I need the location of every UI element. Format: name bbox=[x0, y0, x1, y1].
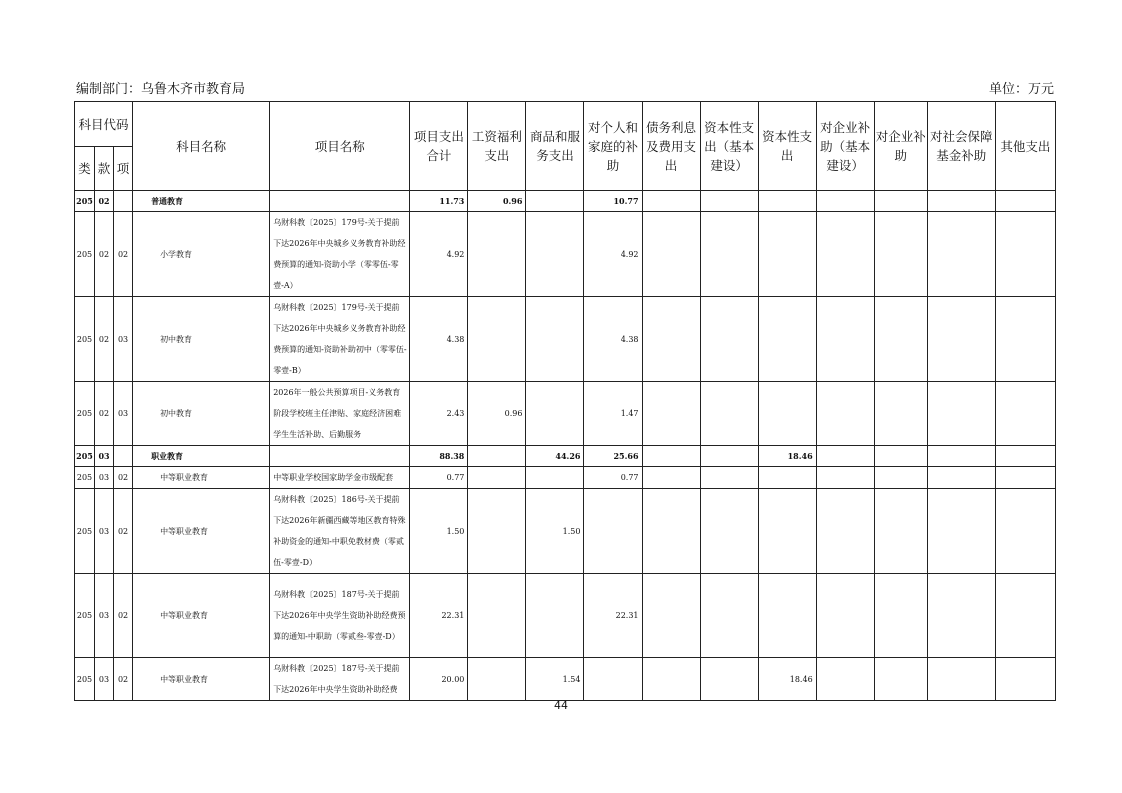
goods-cell bbox=[526, 212, 584, 297]
table-row bbox=[75, 382, 1056, 446]
capital-construction-cell bbox=[700, 382, 758, 446]
total-cell: 0.77 bbox=[410, 467, 468, 489]
social-cell bbox=[927, 489, 995, 574]
debt-cell bbox=[642, 191, 700, 212]
debt-cell bbox=[642, 212, 700, 297]
total-cell: 4.92 bbox=[410, 212, 468, 297]
social-cell bbox=[927, 574, 995, 658]
social-cell bbox=[927, 212, 995, 297]
total-cell: 1.50 bbox=[410, 489, 468, 574]
xiang-cell: 02 bbox=[114, 658, 133, 701]
lei-cell: 205 bbox=[75, 382, 95, 446]
goods-cell bbox=[526, 574, 584, 658]
kuan-cell: 03 bbox=[95, 489, 114, 574]
enterprise-construction-cell bbox=[816, 191, 874, 212]
lei-cell: 205 bbox=[75, 658, 95, 701]
enterprise-construction-cell bbox=[816, 467, 874, 489]
lei-cell: 205 bbox=[75, 446, 95, 467]
subject-cell: 初中教育 bbox=[133, 382, 270, 446]
table-body bbox=[75, 191, 1056, 701]
wages-cell bbox=[468, 212, 526, 297]
personal-cell: 4.92 bbox=[584, 212, 642, 297]
personal-header: 对个人和家庭的补助 bbox=[584, 102, 642, 191]
enterprise-construction-header: 对企业补助（基本建设） bbox=[816, 102, 874, 191]
personal-cell: 1.47 bbox=[584, 382, 642, 446]
table-row bbox=[75, 489, 1056, 574]
enterprise-cell bbox=[874, 191, 927, 212]
capital-construction-cell bbox=[700, 212, 758, 297]
total-cell: 4.38 bbox=[410, 297, 468, 382]
capital-cell bbox=[758, 467, 816, 489]
subject-cell: 中等职业教育 bbox=[133, 574, 270, 658]
other-cell bbox=[995, 489, 1055, 574]
other-cell bbox=[995, 467, 1055, 489]
wages-cell bbox=[468, 489, 526, 574]
enterprise-construction-cell bbox=[816, 574, 874, 658]
enterprise-construction-cell bbox=[816, 489, 874, 574]
table-row bbox=[75, 297, 1056, 382]
subject-cell: 职业教育 bbox=[133, 446, 270, 467]
department-label: 编制部门：乌鲁木齐市教育局 bbox=[76, 82, 246, 97]
table-row bbox=[75, 467, 1056, 489]
goods-cell: 1.50 bbox=[526, 489, 584, 574]
debt-cell bbox=[642, 489, 700, 574]
table-row bbox=[75, 658, 1056, 701]
table-head bbox=[75, 102, 1056, 191]
personal-cell bbox=[584, 658, 642, 701]
wages-cell bbox=[468, 297, 526, 382]
goods-cell bbox=[526, 297, 584, 382]
other-cell bbox=[995, 191, 1055, 212]
kuan-cell: 03 bbox=[95, 446, 114, 467]
xiang-cell bbox=[114, 191, 133, 212]
subject-cell: 中等职业教育 bbox=[133, 489, 270, 574]
goods-cell bbox=[526, 467, 584, 489]
capital-cell bbox=[758, 191, 816, 212]
xiang-cell bbox=[114, 446, 133, 467]
goods-cell: 1.54 bbox=[526, 658, 584, 701]
capital-cell: 18.46 bbox=[758, 658, 816, 701]
unit-label: 单位：万元 bbox=[988, 82, 1054, 97]
wages-header: 工资福利支出 bbox=[468, 102, 526, 191]
total-cell: 88.38 bbox=[410, 446, 468, 467]
total-cell: 22.31 bbox=[410, 574, 468, 658]
enterprise-cell bbox=[874, 446, 927, 467]
xiang-cell: 02 bbox=[114, 467, 133, 489]
social-cell bbox=[927, 446, 995, 467]
personal-cell: 25.66 bbox=[584, 446, 642, 467]
capital-construction-cell bbox=[700, 446, 758, 467]
other-cell bbox=[995, 212, 1055, 297]
goods-cell bbox=[526, 382, 584, 446]
kuan-header: 款 bbox=[95, 147, 114, 191]
subject-cell: 中等职业教育 bbox=[133, 658, 270, 701]
other-cell bbox=[995, 297, 1055, 382]
wages-cell: 0.96 bbox=[468, 382, 526, 446]
enterprise-cell bbox=[874, 212, 927, 297]
subject-cell: 小学教育 bbox=[133, 212, 270, 297]
capital-cell bbox=[758, 297, 816, 382]
personal-cell: 0.77 bbox=[584, 467, 642, 489]
wages-cell bbox=[468, 467, 526, 489]
table-row bbox=[75, 212, 1056, 297]
enterprise-cell bbox=[874, 574, 927, 658]
budget-table bbox=[74, 101, 1056, 701]
other-header: 其他支出 bbox=[995, 102, 1055, 191]
project-cell: 乌财科教〔2025〕187号-关于提前下达2026年中央学生资助补助经费预算的通知-中职助（零贰叁-零壹-D） bbox=[270, 574, 410, 658]
enterprise-cell bbox=[874, 658, 927, 701]
subject-cell: 中等职业教育 bbox=[133, 467, 270, 489]
lei-cell: 205 bbox=[75, 191, 95, 212]
debt-cell bbox=[642, 382, 700, 446]
capital-construction-cell bbox=[700, 297, 758, 382]
personal-cell: 22.31 bbox=[584, 574, 642, 658]
capital-cell bbox=[758, 212, 816, 297]
project-name-header: 项目名称 bbox=[270, 102, 410, 191]
other-cell bbox=[995, 658, 1055, 701]
project-cell: 乌财科教〔2025〕186号-关于提前下达2026年新疆西藏等地区教育特殊补助资金的通知-中职免教材费（零贰伍-零壹-D） bbox=[270, 489, 410, 574]
kuan-cell: 02 bbox=[95, 191, 114, 212]
capital-cell bbox=[758, 489, 816, 574]
total-cell: 11.73 bbox=[410, 191, 468, 212]
project-cell: 2026年一般公共预算项目-义务教育阶段学校班主任津贴、家庭经济困难学生生活补助、后勤服务 bbox=[270, 382, 410, 446]
subject-name-header: 科目名称 bbox=[133, 102, 270, 191]
capital-construction-cell bbox=[700, 467, 758, 489]
table-row bbox=[75, 446, 1056, 467]
enterprise-construction-cell bbox=[816, 297, 874, 382]
kuan-cell: 02 bbox=[95, 297, 114, 382]
enterprise-header: 对企业补助 bbox=[874, 102, 927, 191]
project-cell bbox=[270, 446, 410, 467]
social-cell bbox=[927, 658, 995, 701]
debt-cell bbox=[642, 467, 700, 489]
debt-cell bbox=[642, 658, 700, 701]
wages-cell: 0.96 bbox=[468, 191, 526, 212]
capital-cell: 18.46 bbox=[758, 446, 816, 467]
other-cell bbox=[995, 382, 1055, 446]
enterprise-cell bbox=[874, 297, 927, 382]
capital-construction-cell bbox=[700, 658, 758, 701]
kuan-cell: 02 bbox=[95, 382, 114, 446]
social-cell bbox=[927, 191, 995, 212]
enterprise-construction-cell bbox=[816, 446, 874, 467]
social-cell bbox=[927, 297, 995, 382]
kuan-cell: 03 bbox=[95, 467, 114, 489]
project-cell: 中等职业学校国家助学金市级配套 bbox=[270, 467, 410, 489]
xiang-cell: 03 bbox=[114, 297, 133, 382]
page-number: 44 bbox=[554, 699, 568, 712]
debt-header: 债务利息及费用支出 bbox=[642, 102, 700, 191]
capital-cell bbox=[758, 574, 816, 658]
total-header: 项目支出合计 bbox=[410, 102, 468, 191]
capital-construction-cell bbox=[700, 489, 758, 574]
lei-header: 类 bbox=[75, 147, 95, 191]
social-header: 对社会保障基金补助 bbox=[927, 102, 995, 191]
report-header bbox=[76, 78, 1054, 98]
social-cell bbox=[927, 382, 995, 446]
xiang-cell: 02 bbox=[114, 574, 133, 658]
lei-cell: 205 bbox=[75, 297, 95, 382]
subject-cell: 初中教育 bbox=[133, 297, 270, 382]
xiang-header: 项 bbox=[114, 147, 133, 191]
capital-construction-cell bbox=[700, 574, 758, 658]
enterprise-construction-cell bbox=[816, 382, 874, 446]
table-row bbox=[75, 574, 1056, 658]
project-cell: 乌财科教〔2025〕179号-关于提前下达2026年中央城乡义务教育补助经费预算的通知-资助补助初中（零零伍-零壹-B） bbox=[270, 297, 410, 382]
enterprise-construction-cell bbox=[816, 212, 874, 297]
total-cell: 2.43 bbox=[410, 382, 468, 446]
personal-cell: 10.77 bbox=[584, 191, 642, 212]
kuan-cell: 02 bbox=[95, 212, 114, 297]
capital-construction-header: 资本性支出（基本建设） bbox=[700, 102, 758, 191]
xiang-cell: 02 bbox=[114, 489, 133, 574]
other-cell bbox=[995, 574, 1055, 658]
capital-cell bbox=[758, 382, 816, 446]
social-cell bbox=[927, 467, 995, 489]
project-cell: 乌财科教〔2025〕179号-关于提前下达2026年中央城乡义务教育补助经费预算的通知-资助小学（零零伍-零壹-A） bbox=[270, 212, 410, 297]
table-row bbox=[75, 191, 1056, 212]
lei-cell: 205 bbox=[75, 574, 95, 658]
personal-cell bbox=[584, 489, 642, 574]
total-cell: 20.00 bbox=[410, 658, 468, 701]
enterprise-construction-cell bbox=[816, 658, 874, 701]
goods-header: 商品和服务支出 bbox=[526, 102, 584, 191]
wages-cell bbox=[468, 446, 526, 467]
lei-cell: 205 bbox=[75, 467, 95, 489]
capital-header: 资本性支出 bbox=[758, 102, 816, 191]
capital-construction-cell bbox=[700, 191, 758, 212]
debt-cell bbox=[642, 297, 700, 382]
xiang-cell: 03 bbox=[114, 382, 133, 446]
enterprise-cell bbox=[874, 489, 927, 574]
enterprise-cell bbox=[874, 382, 927, 446]
lei-cell: 205 bbox=[75, 489, 95, 574]
subject-code-header: 科目代码 bbox=[75, 102, 133, 147]
kuan-cell: 03 bbox=[95, 658, 114, 701]
goods-cell: 44.26 bbox=[526, 446, 584, 467]
enterprise-cell bbox=[874, 467, 927, 489]
wages-cell bbox=[468, 574, 526, 658]
lei-cell: 205 bbox=[75, 212, 95, 297]
debt-cell bbox=[642, 574, 700, 658]
xiang-cell: 02 bbox=[114, 212, 133, 297]
debt-cell bbox=[642, 446, 700, 467]
project-cell bbox=[270, 191, 410, 212]
goods-cell bbox=[526, 191, 584, 212]
other-cell bbox=[995, 446, 1055, 467]
project-cell: 乌财科教〔2025〕187号-关于提前下达2026年中央学生资助补助经费 bbox=[270, 658, 410, 701]
kuan-cell: 03 bbox=[95, 574, 114, 658]
subject-cell: 普通教育 bbox=[133, 191, 270, 212]
wages-cell bbox=[468, 658, 526, 701]
personal-cell: 4.38 bbox=[584, 297, 642, 382]
